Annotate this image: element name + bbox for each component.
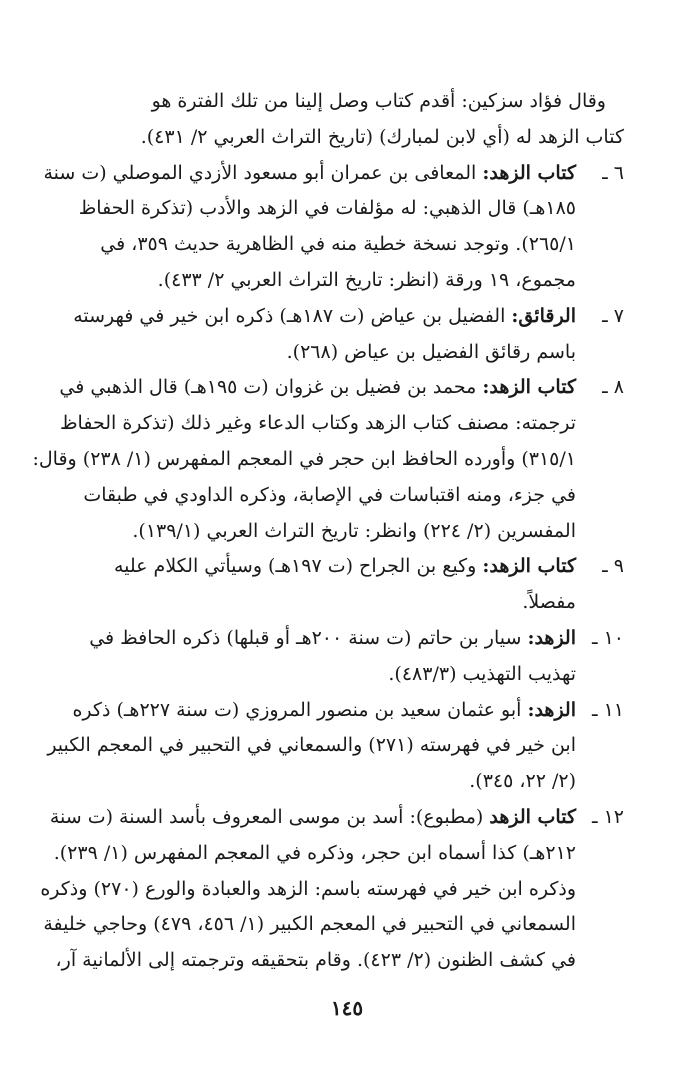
entry-7-first-line (73, 299, 624, 335)
text-line: باسم رقائق الفضيل بن عياض (٢٦٨). (286, 340, 576, 363)
entry-number: ١١ ـ (591, 698, 624, 721)
entry-text: سيار بن حاتم (ت سنة ٢٠٠هـ أو قبلها) ذكره الحافظ في (89, 626, 528, 649)
text-line: ترجمته: مصنف كتاب الزهد وكتاب الدعاء وغير ذلك (تذكرة الحفاظ (59, 412, 576, 435)
text-line: كتاب الزهد له (أي لابن لمبارك) (تاريخ التراث العربي ٢/ ٤٣١). (140, 125, 624, 148)
entry-11-first-line (72, 693, 624, 729)
entry-text: وكيع بن الجراح (ت ١٩٧هـ) وسيأتي الكلام عليه (113, 555, 483, 578)
entry-number: ٩ ـ (602, 555, 624, 578)
text-line: ٢١٢هـ) كذا أسماه ابن حجر، وذكره في المعجم المفهرس (١/ ٢٣٩). (53, 841, 576, 864)
text-line: تهذيب التهذيب (٤٨٣/٣). (388, 662, 576, 685)
entry-number: ٦ ـ (602, 161, 624, 184)
entry-10-first-line (78, 621, 624, 657)
text-line: ٣١٥/١) وأورده الحافظ ابن حجر في المعجم المفهرس (١/ ٢٣٨) وقال: (32, 447, 576, 470)
text-line: وذكره ابن خير في فهرسته باسم: الزهد والعبادة والورع (٢٧٠) وذكره (40, 877, 576, 900)
text-line: وقال فؤاد سزكين: أقدم كتاب وصل إلينا من تلك الفترة هو (151, 90, 606, 112)
entry-title: كتاب الزهد: (482, 161, 576, 184)
entry-text: (مطبوع): أسد بن موسى المعروف بأسد السنة (ت سنة (49, 805, 490, 828)
entry-title: كتاب الزهد (489, 805, 576, 828)
entry-text: محمد بن فضيل بن غزوان (ت ١٩٥هـ) قال الذهبي في (59, 376, 483, 399)
text-line: ١٨٥هـ) قال الذهبي: له مؤلفات في الزهد والأدب (تذكرة الحفاظ (78, 197, 576, 220)
text-line: (٢/ ٢٢، ٣٤٥). (469, 770, 576, 793)
text-line: ٢٦٥/١). وتوجد نسخة خطية منه في الظاهرية حديث ٣٥٩، في (100, 233, 576, 256)
text-line: مجموع، ١٩ ورقة (انظر: تاريخ التراث العربي ٢/ ٤٣٣). (157, 268, 576, 291)
entry-12-first-line (49, 800, 624, 836)
entry-number: ٨ ـ (602, 376, 624, 399)
entry-number: ١٠ ـ (591, 626, 624, 649)
entry-6-first-line (43, 156, 624, 192)
text-line: مفصلاً. (522, 591, 576, 614)
entry-title: كتاب الزهد: (482, 376, 576, 399)
text-line: في جزء، ومنه اقتباسات في الإصابة، وذكره الداودي في طبقات (83, 483, 576, 506)
entry-title: الرقائق: (511, 304, 576, 327)
entry-title: كتاب الزهد: (482, 555, 576, 578)
text-line: المفسرين (٢/ ٢٢٤) وانظر: تاريخ التراث العربي (١٣٩/١). (132, 519, 576, 542)
entry-8-first-line (59, 370, 624, 406)
entry-text: المعافى بن عمران أبو مسعود الأزدي الموصلي (ت سنة (43, 161, 483, 184)
entry-title: الزهد: (527, 698, 576, 721)
text-line: ابن خير في فهرسته (٢٧١) والسمعاني في التحبير في المعجم الكبير (47, 734, 576, 757)
entry-text: أبو عثمان سعيد بن منصور المروزي (ت سنة ٢٢٧هـ) ذكره (72, 698, 528, 721)
text-line: السمعاني في التحبير في المعجم الكبير (١/ ٤٥٦، ٤٧٩) وحاجي خليفة (43, 913, 576, 936)
entry-number: ٧ ـ (602, 304, 624, 327)
text-line: في كشف الظنون (٢/ ٤٢٣). وقام بتحقيقه وترجمته إلى الألمانية آر، (55, 949, 576, 972)
entry-9-first-line (78, 549, 624, 585)
page-number: ١٤٥ (330, 996, 364, 1020)
page-text (32, 84, 624, 979)
entry-title: الزهد: (527, 626, 576, 649)
entry-text: الفضيل بن عياض (ت ١٨٧هـ) ذكره ابن خير في فهرسته (73, 304, 512, 327)
entry-number: ١٢ ـ (591, 805, 624, 828)
